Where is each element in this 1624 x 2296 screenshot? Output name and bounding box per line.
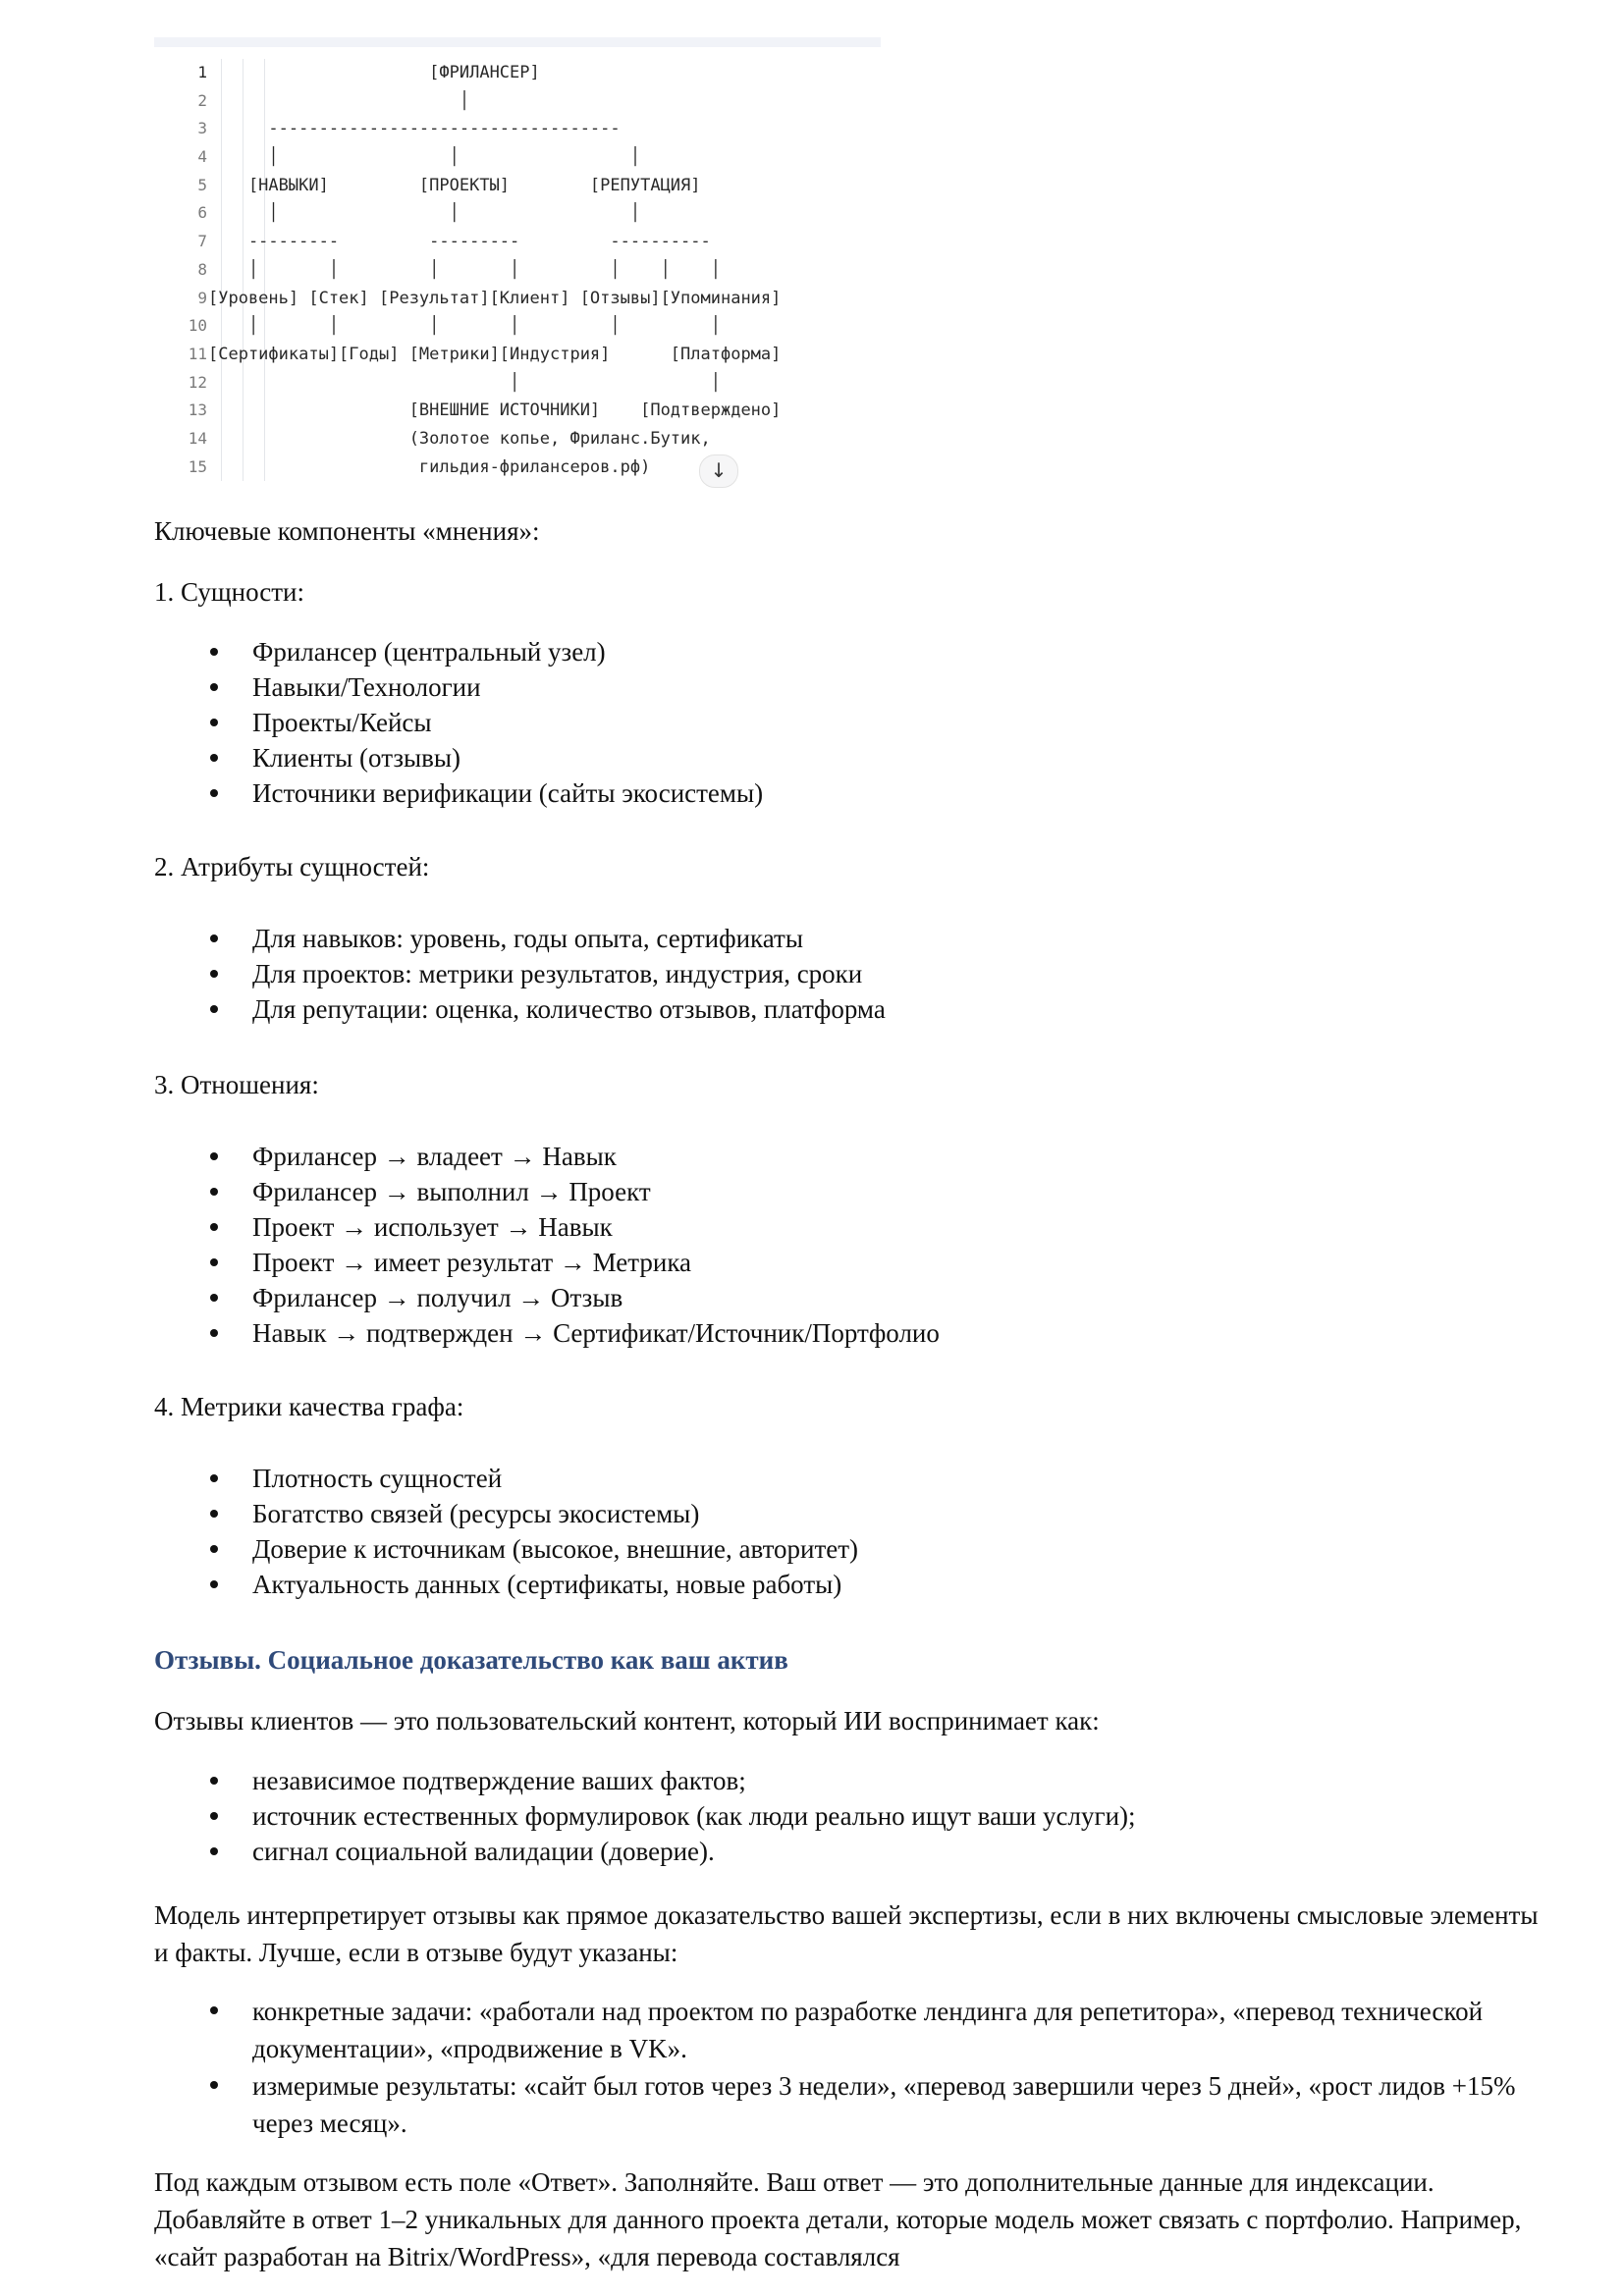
arrow-down-icon[interactable]: ↓	[699, 454, 738, 488]
code-block-header	[154, 37, 881, 47]
entities-list	[154, 634, 763, 811]
line-number: 5	[197, 175, 207, 194]
bullet-icon	[210, 1329, 218, 1337]
list-item	[154, 775, 763, 811]
line-number: 6	[197, 203, 207, 223]
list-item-text: Навык → подтвержден → Сертификат/Источник/Портфолио	[252, 1318, 940, 1348]
bullet-icon	[210, 1812, 218, 1820]
bullet-icon	[210, 934, 218, 942]
list-item	[154, 669, 763, 705]
list-item-text: Источники верификации (сайты экосистемы)	[252, 778, 764, 808]
code-line: [Сертификаты][Годы] [Метрики][Индустрия] [Платформа]	[208, 344, 782, 364]
line-number: 8	[197, 259, 207, 279]
list-item	[154, 921, 886, 956]
bullet-icon	[210, 1580, 218, 1588]
code-block	[154, 37, 881, 484]
bullet-icon	[210, 1847, 218, 1855]
list-item-text: Клиенты (отзывы)	[252, 743, 461, 773]
line-number: 4	[197, 147, 207, 167]
list-item-text: Богатство связей (ресурсы экосистемы)	[252, 1499, 700, 1528]
line-number: 15	[188, 456, 207, 476]
list-item	[154, 1280, 940, 1315]
line-number: 10	[188, 316, 207, 336]
line-number: 2	[197, 90, 207, 110]
list-item-text: Для навыков: уровень, годы опыта, сертификаты	[252, 924, 803, 953]
section-title: 2. Атрибуты сущностей:	[154, 852, 430, 881]
section-title: 3. Отношения:	[154, 1070, 319, 1099]
list-item-text: измеримые результаты: «сайт был готов через 3 недели», «перевод завершили через 5 дней», «рост лидов +15% через месяц».	[252, 2071, 1516, 2138]
list-item	[154, 1834, 1136, 1869]
reviews-answer-paragraph: Под каждым отзывом есть поле «Ответ». Заполняйте. Ваш ответ — это дополнительные данные для индексации. Добавляйте в ответ 1–2 уникальных для данного проекта детали, которые модель может связать с портфолио. Например, «сайт разработан на Bitrix/WordPress», «для перевода составлялся	[154, 2167, 1522, 2271]
list-item	[154, 1531, 858, 1567]
bullet-icon	[210, 683, 218, 691]
list-item-text: Фрилансер → выполнил → Проект	[252, 1177, 651, 1206]
list-item-text: Для проектов: метрики результатов, индустрия, сроки	[252, 959, 863, 988]
line-number: 7	[197, 232, 207, 251]
list-item-text: сигнал социальной валидации (доверие).	[252, 1837, 715, 1866]
list-item	[154, 1798, 1136, 1834]
list-item	[154, 740, 763, 775]
list-item	[154, 956, 886, 991]
list-item	[154, 1763, 1136, 1798]
code-line: │ │ │	[208, 147, 641, 168]
list-item	[154, 634, 763, 669]
line-number: 12	[188, 372, 207, 392]
code-lines	[208, 59, 895, 481]
list-item	[154, 991, 886, 1027]
code-line: │ │	[208, 372, 721, 393]
list-item-text: источник естественных формулировок (как люди реально ищут ваши услуги);	[252, 1801, 1136, 1831]
code-line: гильдия-фрилансеров.рф)	[208, 456, 651, 477]
code-line: --------- --------- ----------	[208, 232, 711, 252]
list-item-text: Проект → имеет результат → Метрика	[252, 1248, 692, 1277]
bullet-icon	[210, 2006, 218, 2014]
list-item	[154, 1496, 858, 1531]
code-line: [НАВЫКИ] [ПРОЕКТЫ] [РЕПУТАЦИЯ]	[208, 175, 701, 195]
reviews-heading: Отзывы. Социальное доказательство как ваш актив	[154, 1645, 788, 1675]
code-line: │ │ │ │ │ │ │	[208, 259, 721, 280]
bullet-icon	[210, 1258, 218, 1266]
bullet-icon	[210, 1005, 218, 1013]
bullet-icon	[210, 648, 218, 656]
list-item-text: Фрилансер (центральный узел)	[252, 637, 606, 667]
line-number: 13	[188, 400, 207, 420]
list-item	[154, 1209, 940, 1245]
bullet-icon	[210, 1777, 218, 1785]
code-line: │ │ │ │ │ │	[208, 316, 721, 337]
line-number: 1	[197, 63, 207, 81]
code-line: [ФРИЛАНСЕР]	[208, 63, 540, 82]
list-item	[154, 705, 763, 740]
bullet-icon	[210, 1474, 218, 1482]
bullet-icon	[210, 754, 218, 762]
bullet-icon	[210, 1223, 218, 1231]
bullet-icon	[210, 1188, 218, 1196]
section-title: 1. Сущности:	[154, 577, 304, 607]
reviews-examples-list	[154, 1993, 1548, 2142]
list-item-text: Проект → использует → Навык	[252, 1212, 613, 1242]
line-number: 9	[197, 288, 207, 307]
list-item-text: независимое подтверждение ваших фактов;	[252, 1766, 746, 1795]
reviews-paragraph: Модель интерпретирует отзывы как прямое доказательство вашей экспертизы, если в них включены смысловые элементы и факты. Лучше, если в отзыве будут указаны:	[154, 1900, 1539, 1967]
list-item-text: Для репутации: оценка, количество отзывов, платформа	[252, 994, 886, 1024]
list-item	[154, 1993, 1548, 2067]
list-item	[154, 1461, 858, 1496]
intro-text: Ключевые компоненты «мнения»:	[154, 516, 540, 546]
list-item	[154, 1567, 858, 1602]
list-item	[154, 1315, 940, 1351]
bullet-icon	[210, 2081, 218, 2089]
bullet-icon	[210, 1545, 218, 1553]
code-line: [Уровень] [Стек] [Результат][Клиент] [Отзывы][Упоминания]	[208, 288, 782, 308]
graph-metrics-list	[154, 1461, 858, 1602]
list-item	[154, 1139, 940, 1174]
code-line: -----------------------------------	[208, 119, 621, 139]
reviews-list	[154, 1763, 1136, 1869]
list-item-text: конкретные задачи: «работали над проектом по разработке лендинга для репетитора», «перевод технической документации», «продвижение в VK».	[252, 1997, 1484, 2063]
bullet-icon	[210, 970, 218, 978]
line-number: 11	[188, 344, 207, 363]
list-item-text: Навыки/Технологии	[252, 672, 481, 702]
bullet-icon	[210, 1152, 218, 1160]
list-item	[154, 1174, 940, 1209]
bullet-icon	[210, 719, 218, 726]
line-number: 3	[197, 119, 207, 138]
bullet-icon	[210, 1510, 218, 1518]
code-line: [ВНЕШНИЕ ИСТОЧНИКИ] [Подтверждено]	[208, 400, 782, 421]
bullet-icon	[210, 789, 218, 797]
reviews-lead: Отзывы клиентов — это пользовательский контент, который ИИ воспринимает как:	[154, 1706, 1100, 1735]
code-line: │ │ │	[208, 203, 641, 224]
attributes-list	[154, 921, 886, 1027]
list-item-text: Проекты/Кейсы	[252, 708, 432, 737]
list-item-text: Актуальность данных (сертификаты, новые работы)	[252, 1570, 842, 1599]
section-title: 4. Метрики качества графа:	[154, 1392, 464, 1421]
line-number: 14	[188, 428, 207, 448]
code-line: │	[208, 90, 470, 111]
list-item	[154, 1245, 940, 1280]
list-item-text: Фрилансер → владеет → Навык	[252, 1142, 617, 1171]
list-item-text: Плотность сущностей	[252, 1464, 503, 1493]
bullet-icon	[210, 1294, 218, 1302]
list-item-text: Доверие к источникам (высокое, внешние, авторитет)	[252, 1534, 859, 1564]
relations-list	[154, 1139, 940, 1351]
list-item	[154, 2067, 1548, 2142]
code-line: (Золотое копье, Фриланс.Бутик,	[208, 428, 711, 449]
list-item-text: Фрилансер → получил → Отзыв	[252, 1283, 623, 1312]
